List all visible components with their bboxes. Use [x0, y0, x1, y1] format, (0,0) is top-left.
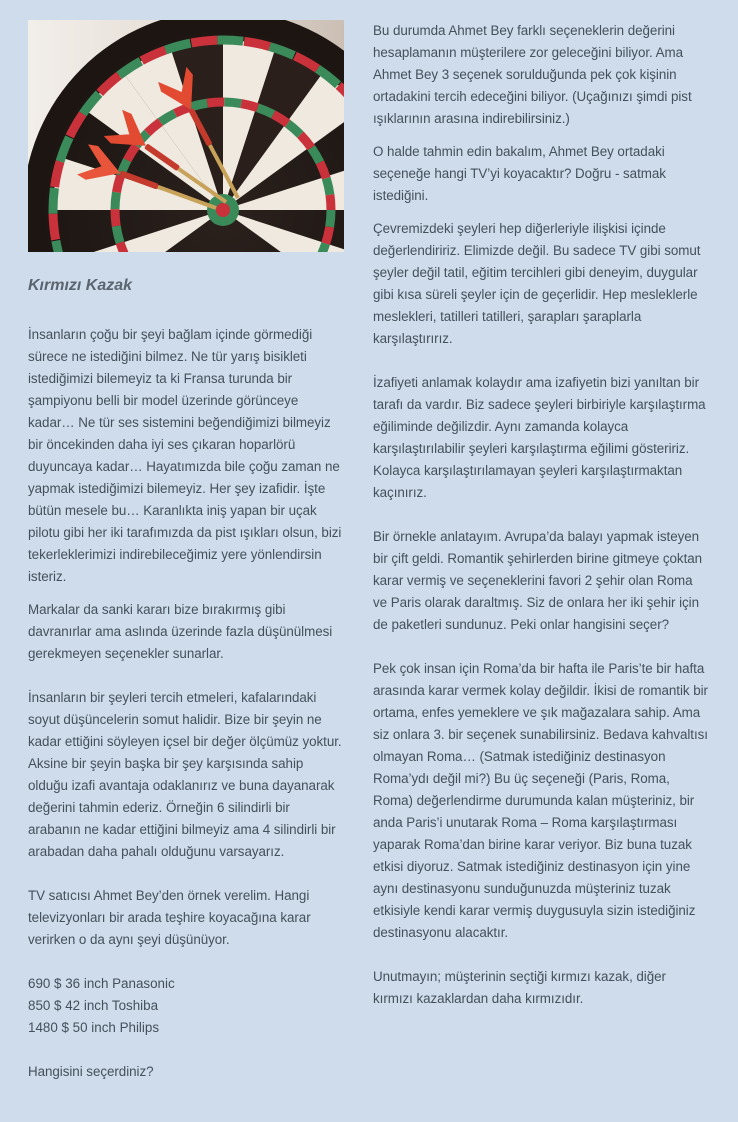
- paragraph: Çevremizdeki şeyleri hep diğerleriyle ilişkisi içinde değerlendiririz. Elimizde değil. Bu sadece TV gibi somut şeyler değil tatil, eğitim tercihleri gibi deneyim, duygular gibi kısa süreli şeyler için de geçerlidir. Hep mesleklerle meslekleri, tatilleri tatilleri, şarapları şaraplarla karşılaştırırız.: [373, 221, 701, 346]
- price-list: [28, 973, 344, 1039]
- price-item: 690 $ 36 inch Panasonic: [28, 976, 175, 991]
- question: Hangisini seçerdiniz?: [28, 1064, 154, 1079]
- article-title: Kırmızı Kazak: [28, 277, 133, 294]
- paragraph: Bir örnekle anlatayım. Avrupa’da balayı yapmak isteyen bir çift geldi. Romantik şehirlerden birine gitmeye çoktan karar vermiş ve seçeneklerini favori 2 şehir olan Roma ve Paris olarak daraltmış. Siz de onlara her iki şehir için de paketleri sundunuz. Peki onlar hangisini seçer?: [373, 529, 703, 632]
- paragraph: İnsanların çoğu bir şeyi bağlam içinde görmediği sürece ne istediğini bilmez. Ne tür yarış bisikleti istediğimizi bilemeyiz ta ki Fransa turunda bir şampiyonu belli bir model üzerinde görünceye kadar… Ne tür ses sistemini beğendiğimizi bilmeyiz bir öncekinden daha iyi ses çıkaran hoparlörü duyuncaya kadar… Hayatımızda bile çoğu zaman ne yapmak istediğimizi bilemeyiz. Her şey izafidir. İşte bütün mesele bu… Karanlıkta iniş yapan bir uçak pilotu gibi her iki tarafımızda da pist ışıkları olsun, bizi tekerleklerimizi indirebileceğimiz yere yönlendirsin isteriz.: [28, 327, 342, 584]
- hero-image: [28, 20, 344, 252]
- paragraph: Unutmayın; müşterinin seçtiği kırmızı kazak, diğer kırmızı kazaklardan daha kırmızıdır.: [373, 969, 666, 1006]
- price-item: 1480 $ 50 inch Philips: [28, 1020, 160, 1035]
- left-column: [28, 20, 344, 1083]
- paragraph: Pek çok insan için Roma’da bir hafta ile Paris’te bir hafta arasında karar vermek kolay değildir. İkisi de romantik bir ortama, enfes yemeklere ve şık mağazalara sahip. Ama siz onlara 3. bir seçenek sunabilirsiniz. Bedava kahvaltısı olmayan Roma… (Satmak istediğiniz destinasyon Roma’ydı değil mi?) Bu üç seçeneği (Paris, Roma, Roma) değerlendirme durumunda kalan müşteriniz, bir anda Paris’i unutarak Roma – Roma karşılaştırması yaparak Roma’dan birine karar veriyor. Biz buna tuzak etkisi diyoruz. Satmak istediğiniz destinasyon için yine aynı destinasyonu sunduğunuzda müşteriniz tuzak etkisiyle kendi karar vermiş duygusuyla sizin istediğiniz destinasyonu alacaktır.: [373, 661, 708, 940]
- right-column: [373, 20, 708, 1010]
- paragraph: Bu durumda Ahmet Bey farklı seçeneklerin değerini hesaplamanın müşterilere zor geleceğini biliyor. Ama Ahmet Bey 3 seçenek sorulduğunda pek çok kişinin ortadakini tercih edeceğini biliyor. (Uçağınızı şimdi pist ışıklarının arasına indirebilirsiniz.): [373, 23, 692, 126]
- paragraph: O halde tahmin edin bakalım, Ahmet Bey ortadaki seçeneğe hangi TV’yi koyacaktır? Doğru - satmak istediğini.: [373, 144, 666, 203]
- paragraph: İzafiyeti anlamak kolaydır ama izafiyetin bizi yanıltan bir tarafı da vardır. Biz sadece şeyleri birbiriyle karşılaştırma eğiliminde değilizdir. Aynı zamanda kolayca karşılaştırılabilir şeyleri karşılaştırma eğilimi gösteririz. Kolayca karşılaştırılamayan şeyleri karşılaştırmaktan kaçınırız.: [373, 375, 706, 500]
- paragraph: Markalar da sanki kararı bize bırakırmış gibi davranırlar ama aslında üzerinde fazla düşünülmesi gerekmeyen seçenekler sunarlar.: [28, 602, 333, 661]
- paragraph: TV satıcısı Ahmet Bey’den örnek verelim. Hangi televizyonları bir arada teşhire koyacağına karar verirken o da aynı şeyi düşünüyor.: [28, 888, 311, 947]
- paragraph: İnsanların bir şeyleri tercih etmeleri, kafalarındaki soyut düşüncelerin somut halidir. Bize bir şeyin ne kadar ettiğini söyleyen içsel bir değer ölçümüz yoktur. Aksine bir şeyin başka bir şey karşısında sahip olduğu izafi avantaja odaklanırız ve buna dayanarak değerini tahmin ederiz. Örneğin 6 silindirli bir arabanın ne kadar ettiğini bilmeyiz ama 4 silindirli bir arabadan daha pahalı olduğunu varsayarız.: [28, 690, 342, 859]
- price-item: 850 $ 42 inch Toshiba: [28, 998, 159, 1013]
